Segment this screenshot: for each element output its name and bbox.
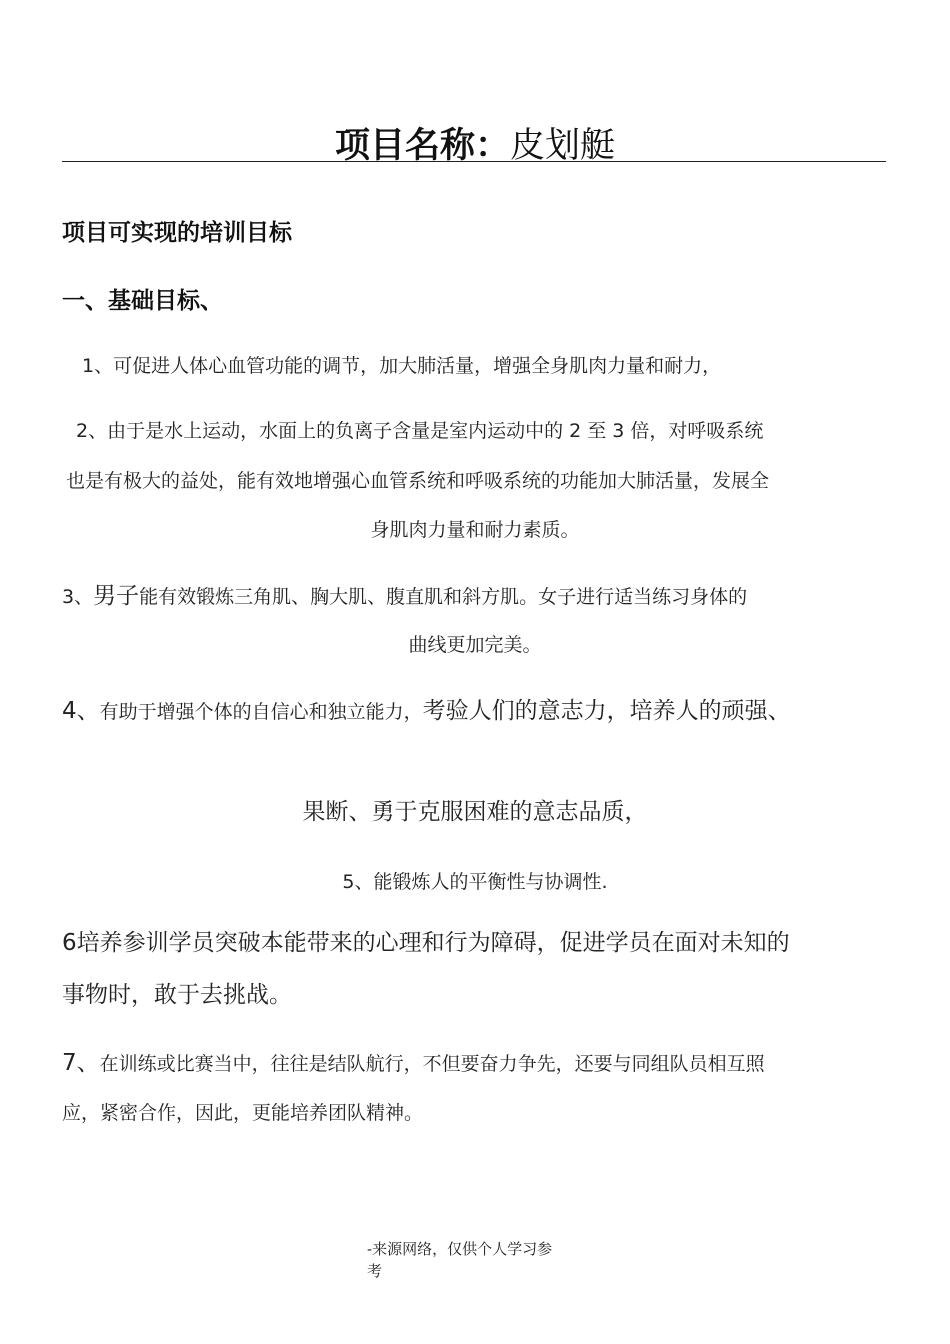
goal-item-4-emphasis: 考验人们的意志力，培养人的顽强、 (422, 698, 791, 724)
goal-item-7-line-2: 应，紧密合作，因此，更能培养团队精神。 (62, 1102, 424, 1124)
goal-item-2-line-1: 2、由于是水上运动，水面上的负离子含量是室内运动中的 2 至 3 倍，对呼吸系统 (76, 420, 764, 442)
goal-item-6-line-1: 6培养参训学员突破本能带来的心理和行为障碍，促进学员在面对未知的 (62, 930, 790, 956)
section-heading: 项目可实现的培训目标 (62, 220, 292, 246)
goal-item-3-line-2: 曲线更加完美。 (408, 634, 542, 656)
goal-item-3-line-1 (62, 581, 747, 612)
goal-item-4-text: 有助于增强个体的自信心和独立能力， (99, 701, 423, 723)
footer-line-1: -来源网络，仅供个人学习参 (367, 1240, 553, 1258)
page-title (0, 120, 950, 172)
goal-item-4-line-1 (62, 695, 791, 728)
footer-line-2: 考 (367, 1262, 383, 1280)
title-value: 皮划艇 (510, 126, 616, 166)
subsection-heading: 一、基础目标、 (62, 288, 223, 314)
goal-item-6-line-2: 事物时，敢于去挑战。 (62, 982, 292, 1008)
goal-item-3-number: 3、 (62, 586, 94, 608)
goal-item-4-number: 4、 (62, 698, 100, 724)
goal-item-7-text: 在训练或比赛当中，往往是结队航行，不但要奋力争先，还要与同组队员相互照 (99, 1053, 765, 1075)
goal-item-2-line-3: 身肌肉力量和耐力素质。 (370, 519, 580, 541)
goal-item-7-number: 7、 (62, 1050, 100, 1076)
goal-item-5: 5、能锻炼人的平衡性与协调性. (342, 871, 608, 893)
footer-note (367, 1238, 607, 1282)
goal-item-1: 1、可促进人体心血管功能的调节，加大肺活量，增强全身肌肉力量和耐力， (82, 355, 722, 377)
title-label: 项目名称： (334, 126, 510, 166)
goal-item-4-line-2: 果断、勇于克服困难的意志品质， (302, 799, 648, 825)
goal-item-7-line-1 (62, 1048, 765, 1079)
goal-item-3-emphasis: 男子 (93, 583, 140, 609)
goal-item-2-line-2: 也是有极大的益处，能有效地增强心血管系统和呼吸系统的功能加大肺活量，发展全 (66, 470, 770, 492)
title-underline (62, 161, 886, 162)
goal-item-3-text: 能有效锻炼三角肌、胸大肌、腹直肌和斜方肌。女子进行适当练习身体的 (139, 586, 748, 608)
